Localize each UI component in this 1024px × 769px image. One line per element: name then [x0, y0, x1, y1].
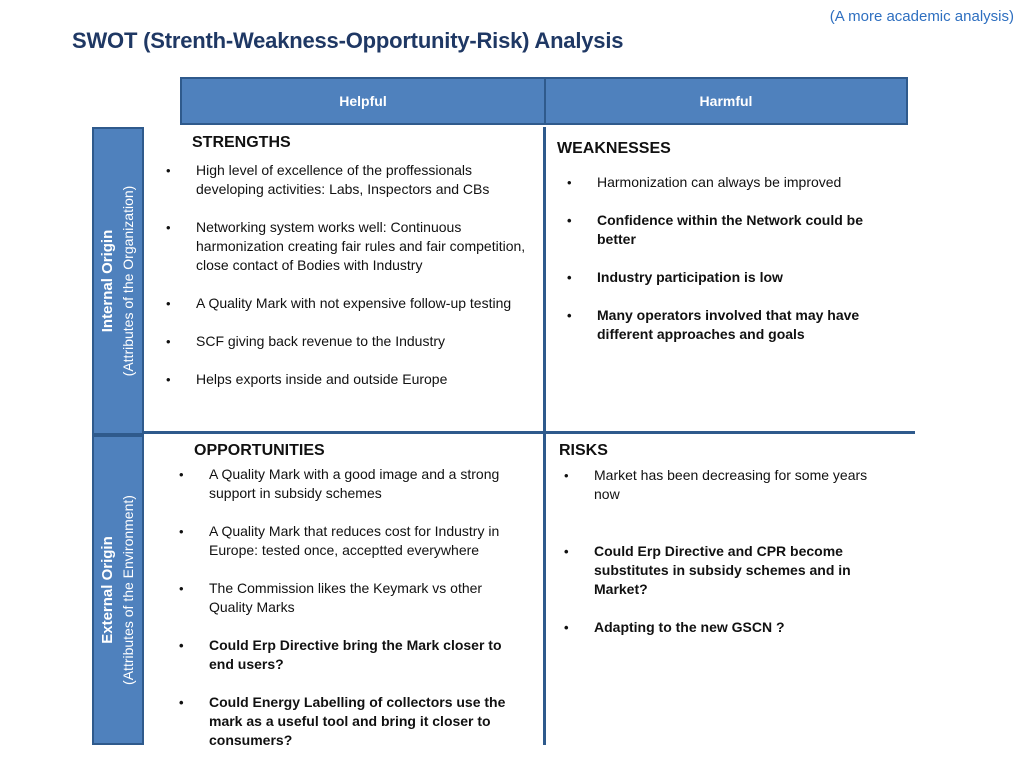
list-item: • SCF giving back revenue to the Industry: [164, 332, 539, 351]
list-item: • A Quality Mark with not expensive follow-up testing: [164, 294, 539, 313]
risks-list: [562, 466, 892, 656]
list-item: • Helps exports inside and outside Europe: [164, 370, 539, 389]
column-header-harmful: Harmful: [544, 77, 908, 125]
opportunities-list: [177, 465, 527, 769]
weaknesses-heading: WEAKNESSES: [557, 140, 671, 157]
list-item: • High level of excellence of the proffessionals developing activities: Labs, Inspectors and CBs: [164, 161, 539, 199]
list-item: • Harmonization can always be improved: [565, 173, 895, 192]
horizontal-divider: [144, 431, 915, 434]
external-origin-sublabel: (Attributes of the Environment): [120, 495, 136, 685]
list-item: • A Quality Mark that reduces cost for Industry in Europe: tested once, acceptted everywhere: [177, 522, 527, 560]
strengths-list: [164, 161, 539, 408]
vertical-divider: [543, 127, 546, 745]
list-item: • Many operators involved that may have different approaches and goals: [565, 306, 895, 344]
list-item: • Market has been decreasing for some years now: [562, 466, 892, 504]
internal-origin-sublabel: (Attributes of the Organization): [120, 185, 136, 377]
external-origin-label: External Origin: [99, 536, 116, 644]
row-header-external: [92, 435, 144, 745]
list-item: • Could Erp Directive and CPR become substitutes in subsidy schemes and in Market?: [562, 542, 892, 599]
list-item: • The Commission likes the Keymark vs other Quality Marks: [177, 579, 527, 617]
list-item: • Could Erp Directive bring the Mark closer to end users?: [177, 636, 527, 674]
weaknesses-list: [565, 173, 895, 363]
row-header-internal: [92, 127, 144, 435]
list-item: • Industry participation is low: [565, 268, 895, 287]
list-item: • Confidence within the Network could be better: [565, 211, 895, 249]
list-item: • A Quality Mark with a good image and a strong support in subsidy schemes: [177, 465, 527, 503]
strengths-heading: STRENGTHS: [192, 134, 291, 151]
internal-origin-label: Internal Origin: [99, 229, 116, 333]
subtitle-note: (A more academic analysis): [829, 8, 1014, 25]
page-title: SWOT (Strenth-Weakness-Opportunity-Risk) Analysis: [72, 28, 624, 53]
risks-heading: RISKS: [559, 442, 608, 459]
list-item: • Could Energy Labelling of collectors use the mark as a useful tool and bring it closer to consumers?: [177, 693, 527, 750]
list-item: • Adapting to the new GSCN ?: [562, 618, 892, 637]
column-header-helpful: Helpful: [180, 77, 546, 125]
opportunities-heading: OPPORTUNITIES: [194, 442, 325, 459]
list-item: • Networking system works well: Continuous harmonization creating fair rules and fair competition, close contact of Bodies with Industry: [164, 218, 539, 275]
